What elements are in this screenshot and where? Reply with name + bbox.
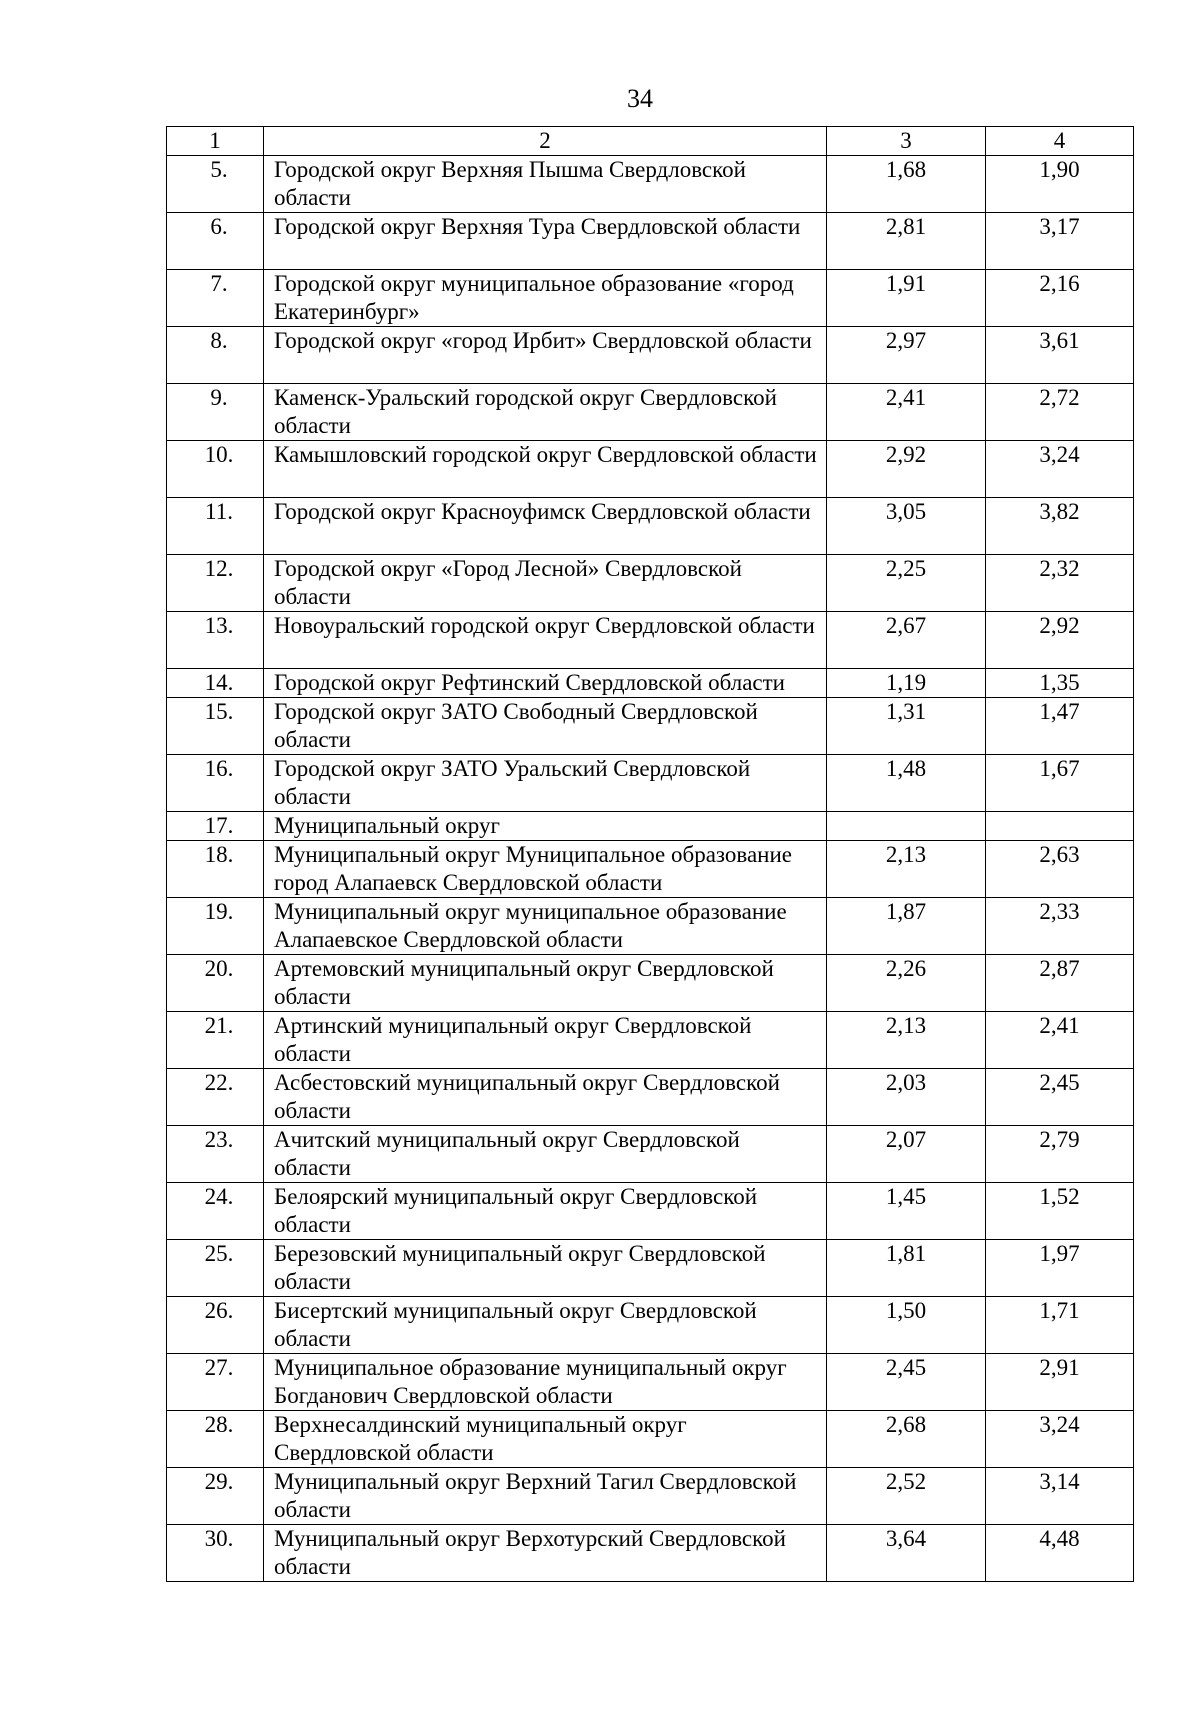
- value-col4-cell: 2,87: [986, 955, 1134, 1012]
- table-row: [167, 1468, 1134, 1525]
- value-col3-cell: [827, 812, 986, 841]
- value-col3-cell: 2,97: [827, 327, 986, 384]
- municipality-name-cell: Городской округ Верхняя Тура Свердловской области: [264, 213, 827, 270]
- row-number-cell: 27.: [167, 1354, 264, 1411]
- table-row: [167, 384, 1134, 441]
- municipality-name-cell: Муниципальный округ Муниципальное образование город Алапаевск Свердловской области: [264, 841, 827, 898]
- value-col4-cell: [986, 812, 1134, 841]
- table-row: [167, 898, 1134, 955]
- row-number-cell: 13.: [167, 612, 264, 669]
- row-number-cell: 28.: [167, 1411, 264, 1468]
- value-col4-cell: 3,14: [986, 1468, 1134, 1525]
- table-row: [167, 669, 1134, 698]
- header-cell-2: 2: [264, 127, 827, 156]
- municipality-name-cell: Артемовский муниципальный округ Свердловской области: [264, 955, 827, 1012]
- municipality-name-cell: Артинский муниципальный округ Свердловской области: [264, 1012, 827, 1069]
- value-col3-cell: 1,45: [827, 1183, 986, 1240]
- municipality-name-cell: Муниципальный округ муниципальное образование Алапаевское Свердловской области: [264, 898, 827, 955]
- row-number-cell: 29.: [167, 1468, 264, 1525]
- value-col4-cell: 2,91: [986, 1354, 1134, 1411]
- row-number-cell: 8.: [167, 327, 264, 384]
- value-col3-cell: 1,68: [827, 156, 986, 213]
- row-number-cell: 17.: [167, 812, 264, 841]
- value-col3-cell: 2,68: [827, 1411, 986, 1468]
- table-row: [167, 156, 1134, 213]
- value-col3-cell: 2,81: [827, 213, 986, 270]
- table-row: [167, 1411, 1134, 1468]
- table-row: [167, 555, 1134, 612]
- row-number-cell: 9.: [167, 384, 264, 441]
- header-cell-3: 3: [827, 127, 986, 156]
- table-row: [167, 1183, 1134, 1240]
- municipality-name-cell: Верхнесалдинский муниципальный округ Свердловской области: [264, 1411, 827, 1468]
- row-number-cell: 5.: [167, 156, 264, 213]
- municipality-name-cell: Городской округ «Город Лесной» Свердловской области: [264, 555, 827, 612]
- value-col3-cell: 2,25: [827, 555, 986, 612]
- value-col4-cell: 1,90: [986, 156, 1134, 213]
- municipality-name-cell: Ачитский муниципальный округ Свердловской области: [264, 1126, 827, 1183]
- value-col3-cell: 1,87: [827, 898, 986, 955]
- row-number-cell: 15.: [167, 698, 264, 755]
- table-row: [167, 955, 1134, 1012]
- municipality-name-cell: Городской округ ЗАТО Свободный Свердловской области: [264, 698, 827, 755]
- value-col3-cell: 2,52: [827, 1468, 986, 1525]
- value-col3-cell: 2,67: [827, 612, 986, 669]
- value-col4-cell: 2,92: [986, 612, 1134, 669]
- municipality-name-cell: Городской округ Красноуфимск Свердловской области: [264, 498, 827, 555]
- value-col3-cell: 2,41: [827, 384, 986, 441]
- table-row: [167, 1012, 1134, 1069]
- municipality-name-cell: Городской округ муниципальное образование «город Екатеринбург»: [264, 270, 827, 327]
- value-col4-cell: 2,79: [986, 1126, 1134, 1183]
- table-header-row: [167, 127, 1134, 156]
- table-row: [167, 841, 1134, 898]
- value-col4-cell: 2,33: [986, 898, 1134, 955]
- value-col4-cell: 2,72: [986, 384, 1134, 441]
- value-col3-cell: 1,31: [827, 698, 986, 755]
- table-row: [167, 1069, 1134, 1126]
- row-number-cell: 25.: [167, 1240, 264, 1297]
- row-number-cell: 23.: [167, 1126, 264, 1183]
- header-cell-1: 1: [167, 127, 264, 156]
- value-col3-cell: 2,07: [827, 1126, 986, 1183]
- municipality-name-cell: Муниципальный округ: [264, 812, 827, 841]
- value-col4-cell: 1,47: [986, 698, 1134, 755]
- municipality-name-cell: Муниципальный округ Верхний Тагил Свердловской области: [264, 1468, 827, 1525]
- data-table: [166, 126, 1134, 1582]
- value-col4-cell: 2,32: [986, 555, 1134, 612]
- row-number-cell: 24.: [167, 1183, 264, 1240]
- value-col4-cell: 2,45: [986, 1069, 1134, 1126]
- table-row: [167, 441, 1134, 498]
- row-number-cell: 30.: [167, 1525, 264, 1582]
- table-row: [167, 612, 1134, 669]
- municipality-name-cell: Камышловский городской округ Свердловской области: [264, 441, 827, 498]
- value-col4-cell: 1,71: [986, 1297, 1134, 1354]
- value-col4-cell: 2,41: [986, 1012, 1134, 1069]
- value-col3-cell: 1,91: [827, 270, 986, 327]
- value-col4-cell: 1,35: [986, 669, 1134, 698]
- value-col4-cell: 3,61: [986, 327, 1134, 384]
- page-number: 34: [627, 84, 653, 113]
- value-col4-cell: 3,24: [986, 441, 1134, 498]
- row-number-cell: 6.: [167, 213, 264, 270]
- municipality-name-cell: Муниципальный округ Верхотурский Свердловской области: [264, 1525, 827, 1582]
- table-row: [167, 498, 1134, 555]
- row-number-cell: 16.: [167, 755, 264, 812]
- header-cell-4: 4: [986, 127, 1134, 156]
- value-col3-cell: 1,81: [827, 1240, 986, 1297]
- table-row: [167, 1297, 1134, 1354]
- value-col3-cell: 2,13: [827, 841, 986, 898]
- municipality-name-cell: Березовский муниципальный округ Свердловской области: [264, 1240, 827, 1297]
- table-row: [167, 327, 1134, 384]
- municipality-name-cell: Городской округ ЗАТО Уральский Свердловской области: [264, 755, 827, 812]
- municipality-name-cell: Бисертский муниципальный округ Свердловской области: [264, 1297, 827, 1354]
- value-col3-cell: 1,19: [827, 669, 986, 698]
- value-col4-cell: 3,82: [986, 498, 1134, 555]
- value-col3-cell: 2,26: [827, 955, 986, 1012]
- value-col4-cell: 1,52: [986, 1183, 1134, 1240]
- table-row: [167, 213, 1134, 270]
- value-col4-cell: 2,16: [986, 270, 1134, 327]
- row-number-cell: 20.: [167, 955, 264, 1012]
- value-col3-cell: 3,64: [827, 1525, 986, 1582]
- table-row: [167, 1126, 1134, 1183]
- table-row: [167, 755, 1134, 812]
- row-number-cell: 18.: [167, 841, 264, 898]
- value-col4-cell: 4,48: [986, 1525, 1134, 1582]
- row-number-cell: 19.: [167, 898, 264, 955]
- row-number-cell: 26.: [167, 1297, 264, 1354]
- municipality-name-cell: Городской округ Верхняя Пышма Свердловской области: [264, 156, 827, 213]
- value-col4-cell: 1,97: [986, 1240, 1134, 1297]
- value-col3-cell: 1,48: [827, 755, 986, 812]
- value-col4-cell: 3,24: [986, 1411, 1134, 1468]
- row-number-cell: 7.: [167, 270, 264, 327]
- table-row: [167, 1354, 1134, 1411]
- municipality-name-cell: Городской округ «город Ирбит» Свердловской области: [264, 327, 827, 384]
- table-row: [167, 270, 1134, 327]
- municipality-name-cell: Асбестовский муниципальный округ Свердловской области: [264, 1069, 827, 1126]
- value-col3-cell: 2,45: [827, 1354, 986, 1411]
- municipality-name-cell: Муниципальное образование муниципальный округ Богданович Свердловской области: [264, 1354, 827, 1411]
- municipality-name-cell: Белоярский муниципальный округ Свердловской области: [264, 1183, 827, 1240]
- value-col3-cell: 3,05: [827, 498, 986, 555]
- value-col4-cell: 3,17: [986, 213, 1134, 270]
- value-col4-cell: 1,67: [986, 755, 1134, 812]
- table-row: [167, 698, 1134, 755]
- municipality-name-cell: Городской округ Рефтинский Свердловской области: [264, 669, 827, 698]
- row-number-cell: 21.: [167, 1012, 264, 1069]
- value-col3-cell: 2,13: [827, 1012, 986, 1069]
- table-row: [167, 812, 1134, 841]
- row-number-cell: 11.: [167, 498, 264, 555]
- municipality-name-cell: Каменск-Уральский городской округ Свердловской области: [264, 384, 827, 441]
- table-row: [167, 1525, 1134, 1582]
- row-number-cell: 12.: [167, 555, 264, 612]
- municipality-name-cell: Новоуральский городской округ Свердловской области: [264, 612, 827, 669]
- table-body: [167, 127, 1134, 1582]
- row-number-cell: 22.: [167, 1069, 264, 1126]
- value-col3-cell: 2,92: [827, 441, 986, 498]
- row-number-cell: 10.: [167, 441, 264, 498]
- value-col3-cell: 1,50: [827, 1297, 986, 1354]
- value-col4-cell: 2,63: [986, 841, 1134, 898]
- value-col3-cell: 2,03: [827, 1069, 986, 1126]
- table-row: [167, 1240, 1134, 1297]
- row-number-cell: 14.: [167, 669, 264, 698]
